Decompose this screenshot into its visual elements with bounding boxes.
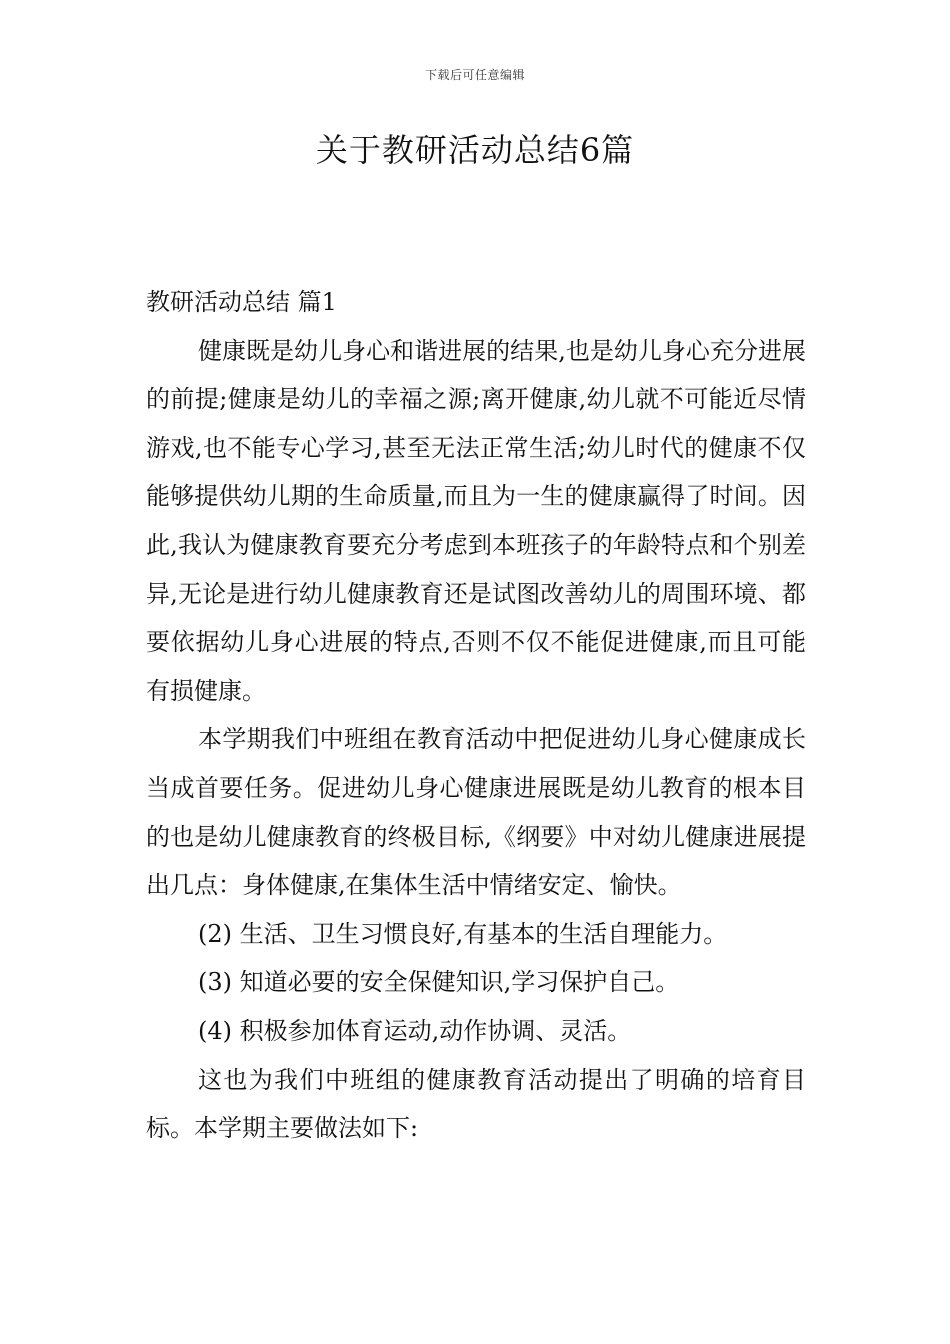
list-item-3: (3) 知道必要的安全保健知识,学习保护自己。 bbox=[198, 968, 680, 997]
list-item-2: (2) 生活、卫生习惯良好,有基本的生活自理能力。 bbox=[198, 919, 728, 948]
paragraph-methods-intro: 这也为我们中班组的健康教育活动提出了明确的培育目标。本学期主要做法如下: bbox=[146, 1065, 806, 1143]
document-body bbox=[146, 278, 806, 1153]
header-note: 下载后可任意编辑 bbox=[424, 68, 525, 82]
list-item-4: (4) 积极参加体育运动,动作协调、灵活。 bbox=[198, 1016, 632, 1045]
document-title: 关于教研活动总结6篇 bbox=[315, 131, 635, 169]
section-heading: 教研活动总结 篇1 bbox=[146, 288, 337, 316]
paragraph-semester-goal: 本学期我们中班组在教育活动中把促进幼儿身心健康成长当成首要任务。促进幼儿身心健康进展既是幼儿教育的根本目的也是幼儿健康教育的终极目标,《纲要》中对幼儿健康进展提出几点：身体健康,在集体生活中情绪安定、愉快。 bbox=[146, 725, 806, 900]
paragraph-intro: 健康既是幼儿身心和谐进展的结果,也是幼儿身心充分进展的前提;健康是幼儿的幸福之源;离开健康,幼儿就不可能近尽情游戏,也不能专心学习,甚至无法正常生活;幼儿时代的健康不仅能够提供幼儿期的生命质量,而且为一生的健康赢得了时间。因此,我认为健康教育要充分考虑到本班孩子的年龄特点和个别差异,无论是进行幼儿健康教育还是试图改善幼儿的周围环境、都要依据幼儿身心进展的特点,否则不仅不能促进健康,而且可能有损健康。 bbox=[146, 336, 806, 705]
